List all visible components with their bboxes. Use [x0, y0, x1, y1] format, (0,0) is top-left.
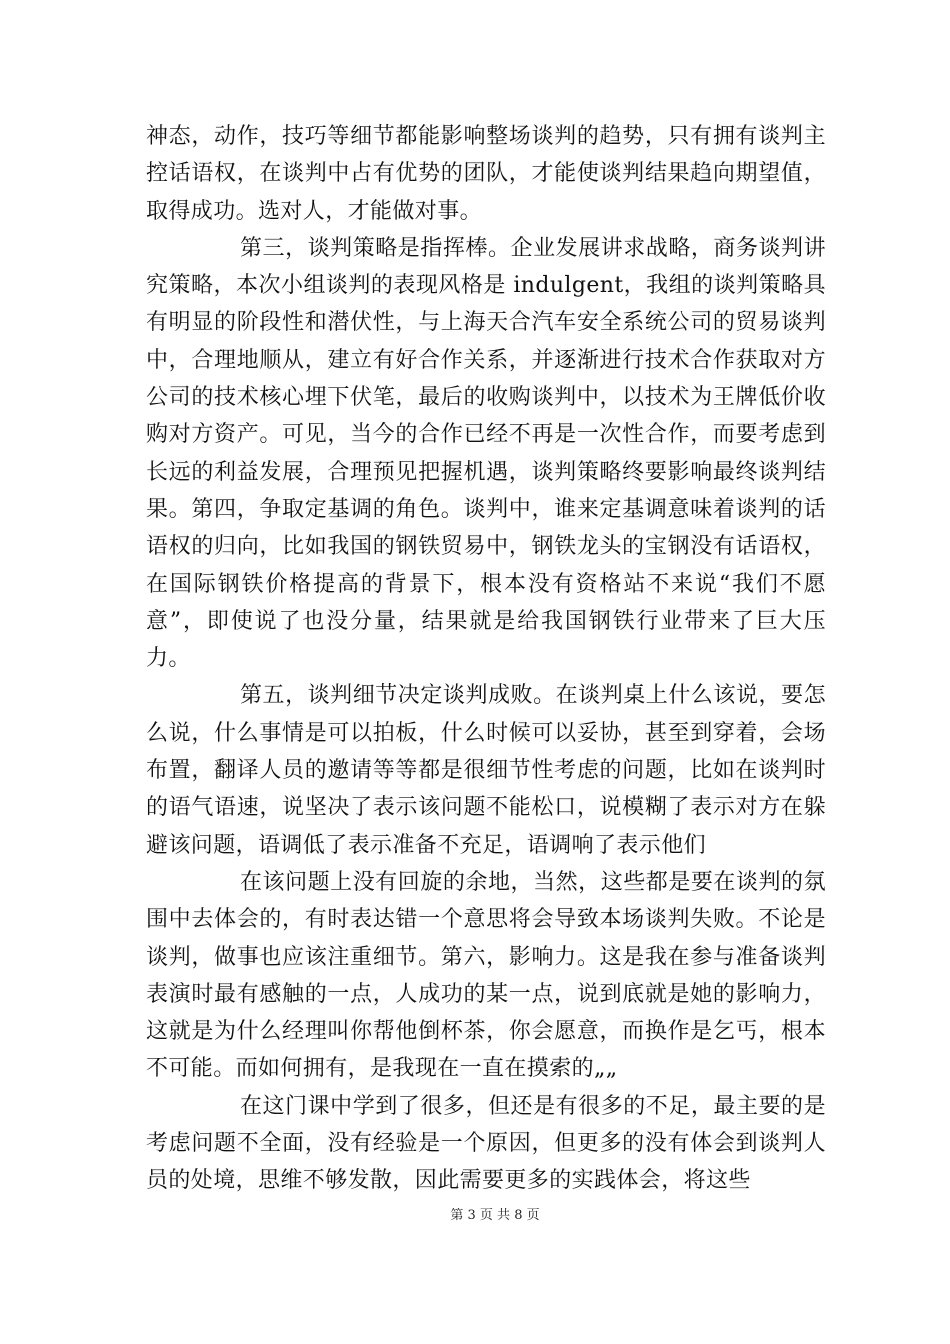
paragraph-3: 第五，谈判细节决定谈判成败。在谈判桌上什么该说，要怎么说，什么事情是可以拍板，什么时候可以妥协，甚至到穿着，会场布置，翻译人员的邀请等等都是很细节性考虑的问题，比如在谈判时的语气语速，说坚决了表示该问题不能松口，说模糊了表示对方在躲避该问题，语调低了表示准备不充足，语调响了表示他们 — [146, 683, 826, 858]
paragraph-4: 在该问题上没有回旋的余地，当然，这些都是要在谈判的氛围中去体会的，有时表达错一个意思将会导致本场谈判失败。不论是谈判，做事也应该注重细节。第六，影响力。这是我在参与准备谈判表演时最有感触的一点，人成功的某一点，说到底就是她的影响力，这就是为什么经理叫你帮他倒杯茶，你会愿意，而换作是乞丐，根本不可能。而如何拥有，是我现在一直在摸索的„„ — [146, 869, 826, 1082]
paragraph-2: 第三，谈判策略是指挥棒。企业发展讲求战略，商务谈判讲究策略，本次小组谈判的表现风格是 indulgent，我组的谈判策略具有明显的阶段性和潜伏性，与上海天合汽车安全系统公司的贸易谈判中，合理地顺从，建立有好合作关系，并逐渐进行技术合作获取对方公司的技术核心埋下伏笔，最后的收购谈判中，以技术为王牌低价收购对方资产。可见，当今的合作已经不再是一次性合作，而要考虑到长远的利益发展，合理预见把握机遇，谈判策略终要影响最终谈判结果。第四，争取定基调的角色。谈判中，谁来定基调意味着谈判的话语权的归向，比如我国的钢铁贸易中，钢铁龙头的宝钢没有话语权，在国际钢铁价格提高的背景下，根本没有资格站不来说“我们不愿意”，即使说了也没分量，结果就是给我国钢铁行业带来了巨大压力。 — [146, 235, 826, 672]
document-body — [146, 118, 826, 1200]
page-number-footer: 第 3 页 共 8 页 — [450, 1208, 540, 1223]
paragraph-1: 神态，动作，技巧等细节都能影响整场谈判的趋势，只有拥有谈判主控话语权，在谈判中占有优势的团队，才能使谈判结果趋向期望值，取得成功。选对人，才能做对事。 — [146, 124, 826, 224]
paragraph-5: 在这门课中学到了很多，但还是有很多的不足，最主要的是考虑问题不全面，没有经验是一个原因，但更多的没有体会到谈判人员的处境，思维不够发散，因此需要更多的实践体会，将这些 — [146, 1093, 826, 1194]
